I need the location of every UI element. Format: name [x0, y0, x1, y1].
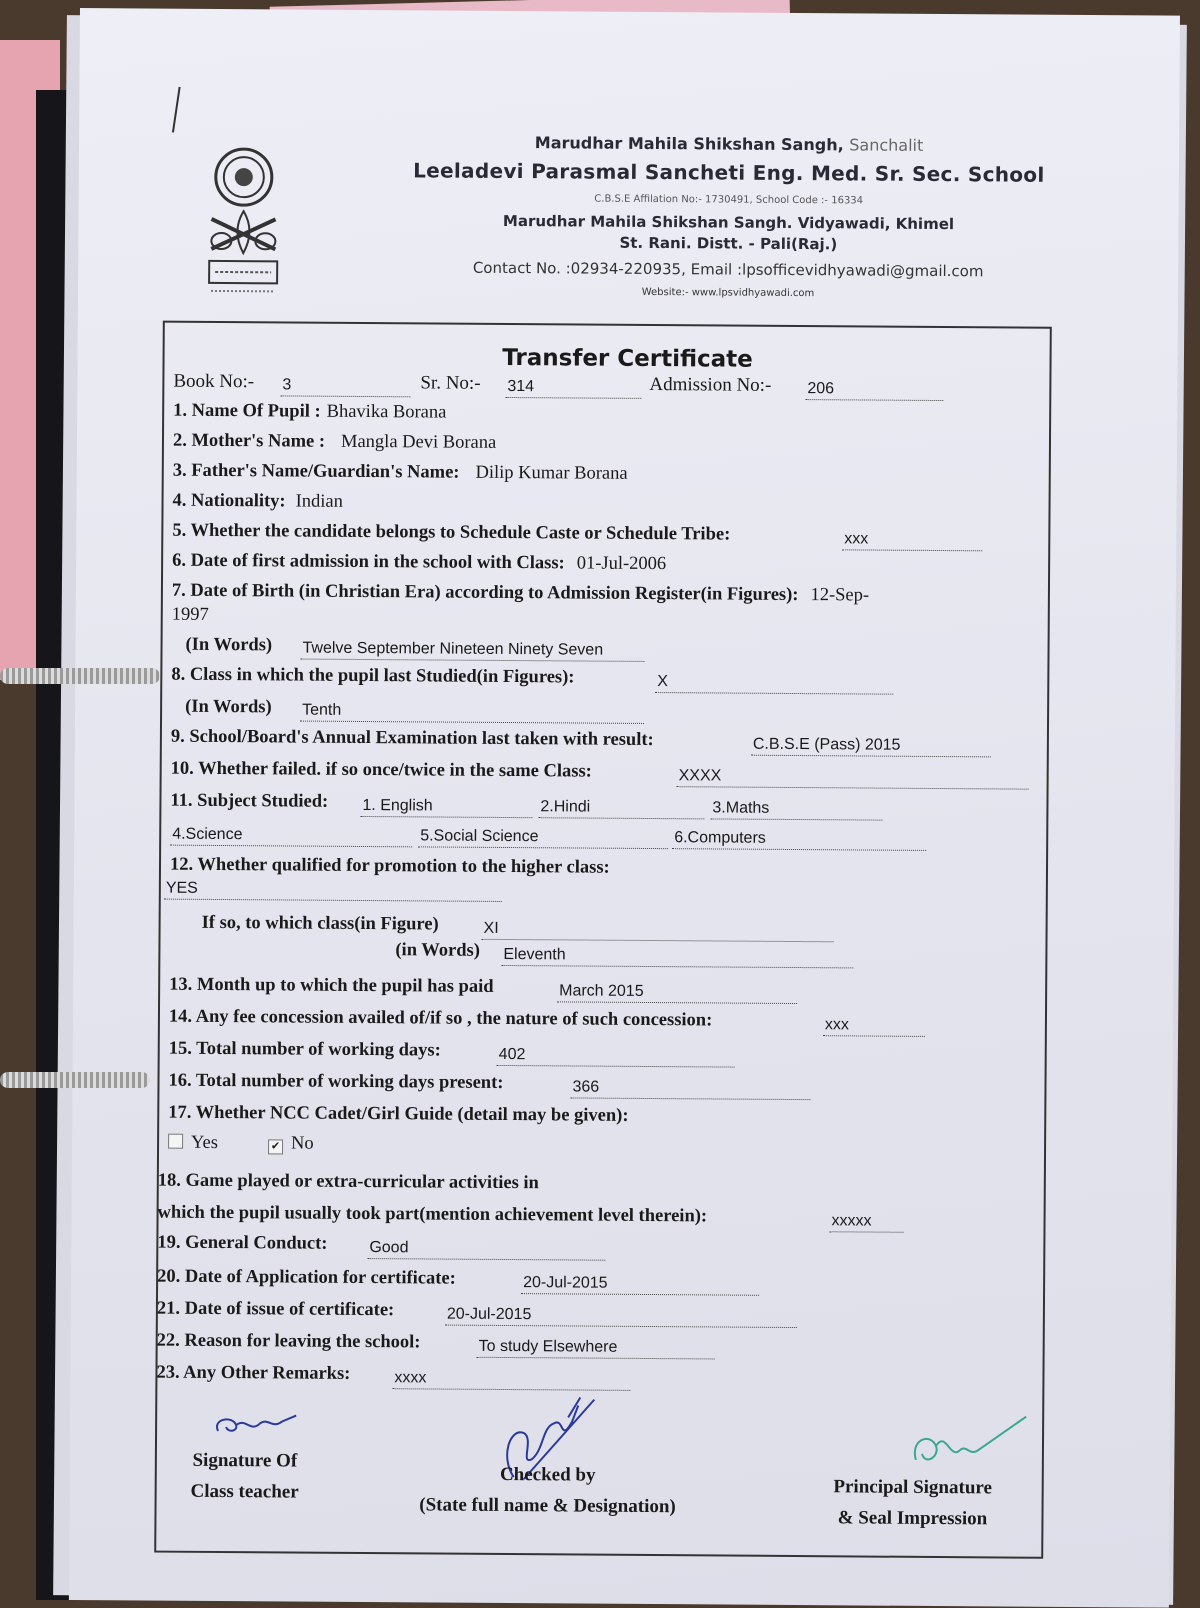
field-6-label: 6. Date of first admission in the school with Class:	[172, 551, 565, 574]
field-20-value: 20-Jul-2015	[521, 1273, 759, 1296]
address-line-1: Marudhar Mahila Shikshan Sangh. Vidyawadi, Khimel	[338, 210, 1118, 236]
affiliation-line: C.B.S.E Affilation No:- 1730491, School Code :- 16334	[339, 192, 1119, 208]
field-7-value-a: 12-Sep-	[810, 585, 869, 605]
address-line-2: St. Rani. Distt. - Pali(Raj.)	[338, 231, 1118, 257]
field-14-label: 14. Any fee concession availed of/if so , the nature of such concession:	[169, 1007, 712, 1032]
school-name: Leeladevi Parasmal Sancheti Eng. Med. Sr. Sec. School	[339, 158, 1119, 187]
sr-no-label: Sr. No:-	[420, 372, 480, 394]
field-14-value: xxx	[823, 1015, 925, 1037]
field-13-label: 13. Month up to which the pupil has paid	[169, 975, 494, 998]
field-15-value: 402	[497, 1045, 735, 1068]
field-10-label: 10. Whether failed. if so once/twice in the same Class:	[171, 759, 592, 783]
field-12-label: 12. Whether qualified for promotion to the higher class:	[170, 855, 610, 879]
field-23-value: xxxx	[392, 1368, 630, 1391]
field-7-words-value: Twelve September Nineteen Ninety Seven	[300, 639, 644, 662]
field-5-value: xxx	[842, 529, 982, 551]
field-15-label: 15. Total number of working days:	[169, 1039, 441, 1062]
sr-no-value: 314	[505, 377, 641, 399]
field-12-words-label: (in Words)	[395, 940, 480, 962]
field-19-label: 19. General Conduct:	[157, 1233, 327, 1255]
subject-5: 5.Social Science	[418, 826, 668, 849]
field-2	[173, 431, 496, 454]
field-18-label-b: which the pupil usually took part(mention achievement level therein):	[158, 1203, 708, 1228]
checked-by-designation-label: (State full name & Designation)	[387, 1489, 707, 1522]
admission-no-value: 206	[805, 379, 943, 401]
header-society	[339, 132, 1119, 156]
ncc-yes-label: Yes	[191, 1133, 218, 1153]
field-4-label: 4. Nationality:	[172, 491, 285, 512]
field-5-label: 5. Whether the candidate belongs to Schedule Caste or Schedule Tribe:	[172, 521, 730, 546]
field-12-words-value: Eleventh	[501, 945, 853, 968]
certificate-title: Transfer Certificate	[77, 342, 1177, 376]
field-11-label: 11. Subject Studied:	[170, 791, 328, 813]
field-2-label: 2. Mother's Name :	[173, 431, 325, 452]
ncc-yes-option[interactable]	[168, 1133, 218, 1154]
field-3	[173, 461, 628, 485]
subject-6: 6.Computers	[672, 828, 926, 851]
class-teacher-label-b: Class teacher	[170, 1476, 320, 1508]
field-12-figure-value: XI	[482, 919, 834, 942]
field-3-label: 3. Father's Name/Guardian's Name:	[173, 461, 460, 483]
field-17-label: 17. Whether NCC Cadet/Girl Guide (detail may be given):	[168, 1103, 628, 1127]
principal-signature	[906, 1410, 1036, 1481]
field-3-value: Dilip Kumar Borana	[475, 463, 627, 484]
checked-by-label: Checked by	[388, 1458, 708, 1491]
field-21-label: 21. Date of issue of certificate:	[157, 1299, 394, 1322]
ncc-no-checkbox-checked[interactable]: ✔	[268, 1139, 283, 1154]
field-8-label: 8. Class in which the pupil last Studied(in Figures):	[171, 665, 574, 689]
field-1	[173, 401, 446, 424]
field-18-label-a: 18. Game played or extra-curricular activities in	[158, 1171, 539, 1195]
subject-1: 1. English	[360, 796, 532, 818]
field-1-label: 1. Name Of Pupil :	[173, 401, 321, 422]
transfer-certificate-page	[69, 8, 1180, 1608]
society-suffix: Sanchalit	[849, 135, 923, 155]
ncc-no-label: No	[291, 1134, 314, 1154]
field-21-value: 20-Jul-2015	[445, 1305, 797, 1328]
field-20-label: 20. Date of Application for certificate:	[157, 1267, 456, 1290]
field-4	[172, 491, 342, 513]
ncc-yes-checkbox[interactable]	[168, 1134, 183, 1149]
field-12-figure-label: If so, to which class(in Figure)	[202, 913, 439, 936]
website-line: Website:- www.lpsvidhyawadi.com	[338, 285, 1118, 301]
class-teacher-signature-block	[170, 1445, 320, 1508]
field-8-value: X	[655, 672, 893, 695]
field-13-value: March 2015	[557, 981, 797, 1004]
field-16-value: 366	[570, 1077, 810, 1100]
field-4-value: Indian	[296, 492, 343, 512]
book-no-value: 3	[280, 375, 410, 397]
field-6-value: 01-Jul-2006	[577, 553, 667, 574]
field-23-label: 23. Any Other Remarks:	[156, 1363, 350, 1385]
field-1-value: Bhavika Borana	[327, 402, 447, 423]
binder-ring-bottom	[0, 1072, 150, 1088]
field-9-label: 9. School/Board's Annual Examination last taken with result:	[171, 727, 654, 751]
checked-by-block	[387, 1458, 707, 1522]
field-7-words-label: (In Words)	[185, 635, 272, 657]
field-8-words-label: (In Words)	[185, 697, 272, 719]
admission-no-label: Admission No:-	[649, 374, 771, 397]
class-teacher-signature	[210, 1409, 300, 1440]
field-6	[172, 551, 666, 575]
subject-3: 3.Maths	[710, 798, 882, 820]
society-name: Marudhar Mahila Shikshan Sangh,	[535, 133, 844, 154]
class-teacher-label-a: Signature Of	[170, 1445, 320, 1477]
ncc-no-option[interactable]	[268, 1133, 314, 1154]
field-7-value-b: 1997	[172, 605, 209, 626]
school-crest-logo	[203, 141, 284, 302]
principal-label-a: Principal Signature	[806, 1471, 1020, 1503]
field-18-value: xxxxx	[829, 1211, 903, 1233]
book-no-label: Book No:-	[173, 371, 254, 394]
pen-mark	[172, 87, 181, 133]
contact-line: Contact No. :02934-220935, Email :lpsofficevidhyawadi@gmail.com	[338, 258, 1118, 281]
field-9-value: C.B.S.E (Pass) 2015	[751, 735, 991, 758]
field-2-value: Mangla Devi Borana	[341, 432, 496, 453]
field-22-value: To study Elsewhere	[477, 1337, 715, 1360]
principal-label-b: & Seal Impression	[805, 1502, 1019, 1534]
subject-2: 2.Hindi	[538, 797, 704, 819]
binder-ring-top	[0, 668, 160, 684]
field-8-words-value: Tenth	[300, 701, 644, 724]
field-22-label: 22. Reason for leaving the school:	[157, 1331, 421, 1354]
field-19-value: Good	[367, 1238, 605, 1261]
address-block	[338, 210, 1118, 257]
field-16-label: 16. Total number of working days present:	[168, 1071, 503, 1094]
field-7-label: 7. Date of Birth (in Christian Era) according to Admission Register(in Figures):	[172, 581, 799, 605]
subject-4: 4.Science	[170, 825, 412, 848]
field-10-value: XXXX	[677, 766, 1029, 789]
principal-signature-block	[805, 1471, 1019, 1534]
field-12-value: YES	[164, 879, 502, 902]
